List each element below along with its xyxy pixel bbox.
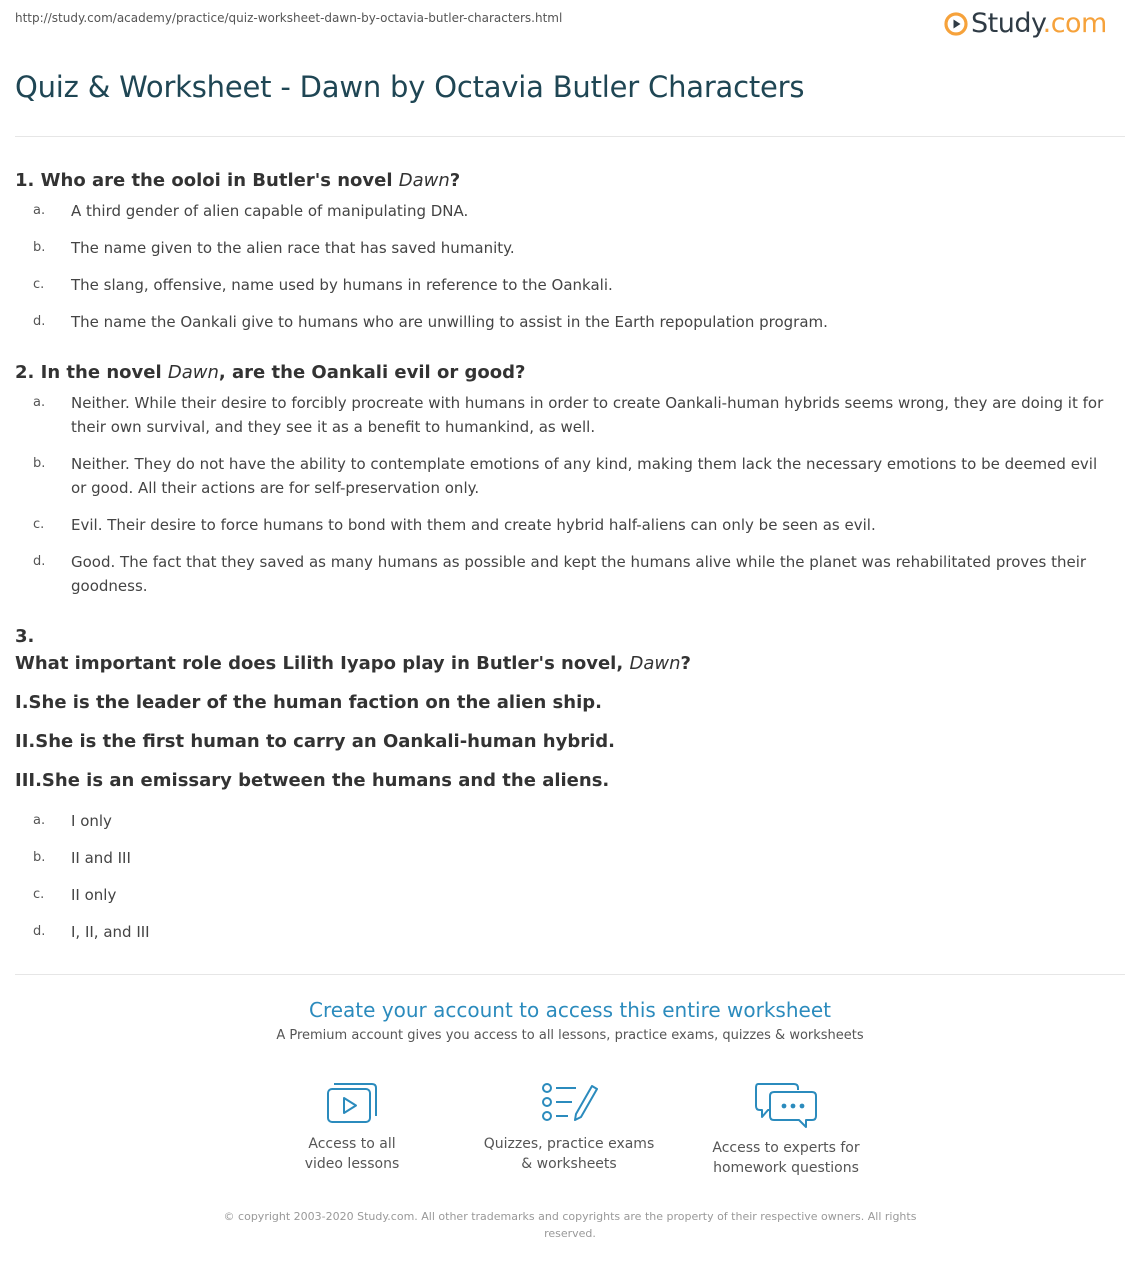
feature-experts (696, 1080, 876, 1178)
answer-letter: a. (33, 813, 46, 828)
answer-letter: b. (33, 240, 46, 255)
page-url: http://study.com/academy/practice/quiz-worksheet-dawn-by-octavia-butler-characters.html (15, 11, 563, 25)
feature-line: Quizzes, practice exams (483, 1136, 655, 1152)
question-text-end: ? (449, 170, 461, 191)
answer-option[interactable] (15, 809, 1125, 833)
question-number: 2. (15, 362, 35, 383)
answer-text: II only (71, 886, 117, 904)
answer-text: The slang, offensive, name used by humans in reference to the Oankali. (71, 276, 613, 294)
question-title-italic: Dawn (167, 362, 219, 383)
question-2 (15, 362, 1125, 611)
feature-line: Access to all (308, 1136, 396, 1152)
feature-line: Access to experts for (712, 1140, 860, 1156)
quiz-checklist-icon (540, 1080, 598, 1126)
study-logo[interactable] (944, 8, 1107, 39)
copyright-notice: © copyright 2003-2020 Study.com. All other trademarks and copyrights are the property of their respective owners. All rights reserved. (223, 1210, 917, 1240)
chat-bubbles-icon (754, 1080, 818, 1130)
signup-cta (0, 998, 1140, 1043)
answer-text: Good. The fact that they saved as many humans as possible and kept the humans alive while the planet was rehabilitated proves their goodness. (71, 553, 1087, 595)
answer-option[interactable] (15, 310, 1125, 334)
question-title-italic: Dawn (398, 170, 450, 191)
logo-suffix: .com (1042, 8, 1107, 39)
question-1 (15, 170, 1125, 347)
question-text: In the novel (40, 362, 168, 383)
statement-2: II.She is the first human to carry an Oankali-human hybrid. (15, 731, 615, 752)
question-title-italic: Dawn (629, 653, 681, 674)
cta-subtitle: A Premium account gives you access to all lessons, practice exams, quizzes & worksheets (276, 1028, 864, 1043)
video-lesson-icon (325, 1080, 379, 1126)
answer-letter: c. (33, 517, 45, 532)
cta-link[interactable]: Create your account to access this entire worksheet (309, 998, 831, 1022)
feature-line: homework questions (713, 1160, 859, 1176)
answer-letter: b. (33, 850, 46, 865)
logo-text (971, 8, 1107, 39)
question-3-heading (15, 653, 1125, 674)
logo-word: Study (971, 8, 1043, 39)
answer-letter: d. (33, 924, 46, 939)
question-3 (15, 626, 1125, 957)
content-divider (15, 974, 1125, 975)
premium-features (0, 1080, 1140, 1190)
answer-option[interactable] (15, 199, 1125, 223)
answer-text: I only (71, 812, 112, 830)
question-text-end: , are the Oankali evil or good? (218, 362, 526, 383)
answer-option[interactable] (15, 236, 1125, 260)
answer-option[interactable] (15, 273, 1125, 297)
answer-text: The name the Oankali give to humans who are unwilling to assist in the Earth repopulation program. (71, 313, 828, 331)
answer-option[interactable] (15, 883, 1125, 907)
answer-letter: b. (33, 456, 46, 471)
answer-list (15, 391, 1125, 598)
question-text: Who are the ooloi in Butler's novel (40, 170, 399, 191)
answer-list (15, 809, 1125, 944)
question-1-heading (15, 170, 1125, 191)
answer-option[interactable] (15, 920, 1125, 944)
answer-text: A third gender of alien capable of manipulating DNA. (71, 202, 469, 220)
feature-quizzes (479, 1080, 659, 1174)
answer-text: I, II, and III (71, 923, 150, 941)
answer-option[interactable] (15, 550, 1125, 598)
answer-text: The name given to the alien race that has saved humanity. (71, 239, 515, 257)
page-title: Quiz & Worksheet - Dawn by Octavia Butler Characters (15, 70, 805, 104)
answer-letter: d. (33, 314, 46, 329)
statement-3: III.She is an emissary between the humans and the aliens. (15, 770, 610, 791)
feature-line: video lessons (304, 1156, 400, 1172)
answer-letter: a. (33, 203, 46, 218)
question-number: 1. (15, 170, 35, 191)
feature-video-lessons (262, 1080, 442, 1174)
answer-letter: c. (33, 277, 45, 292)
question-text-end: ? (680, 653, 691, 674)
statement-1: I.She is the leader of the human faction on the alien ship. (15, 692, 602, 713)
answer-letter: a. (33, 395, 46, 410)
answer-text: II and III (71, 849, 131, 867)
answer-option[interactable] (15, 391, 1125, 439)
answer-letter: d. (33, 554, 46, 569)
feature-line: & worksheets (521, 1156, 617, 1172)
answer-option[interactable] (15, 452, 1125, 500)
header-divider (15, 136, 1125, 137)
question-text: What important role does Lilith Iyapo play in Butler's novel, (15, 653, 630, 674)
question-2-heading (15, 362, 1125, 383)
answer-option[interactable] (15, 846, 1125, 870)
answer-option[interactable] (15, 513, 1125, 537)
answer-letter: c. (33, 887, 45, 902)
answer-text: Neither. They do not have the ability to contemplate emotions of any kind, making them lack the necessary emotions to be deemed evil or good. All their actions are for self-preservation only. (71, 455, 1098, 497)
answer-list (15, 199, 1125, 334)
answer-text: Evil. Their desire to force humans to bond with them and create hybrid half-aliens can only be seen as evil. (71, 516, 876, 534)
question-3-number: 3. (15, 626, 35, 647)
play-circle-logo-icon (944, 12, 968, 36)
answer-text: Neither. While their desire to forcibly procreate with humans in order to create Oankali-human hybrids seems wrong, they are doing it for their own survival, and they see it as a benefit to humankind, as well. (71, 394, 1104, 436)
